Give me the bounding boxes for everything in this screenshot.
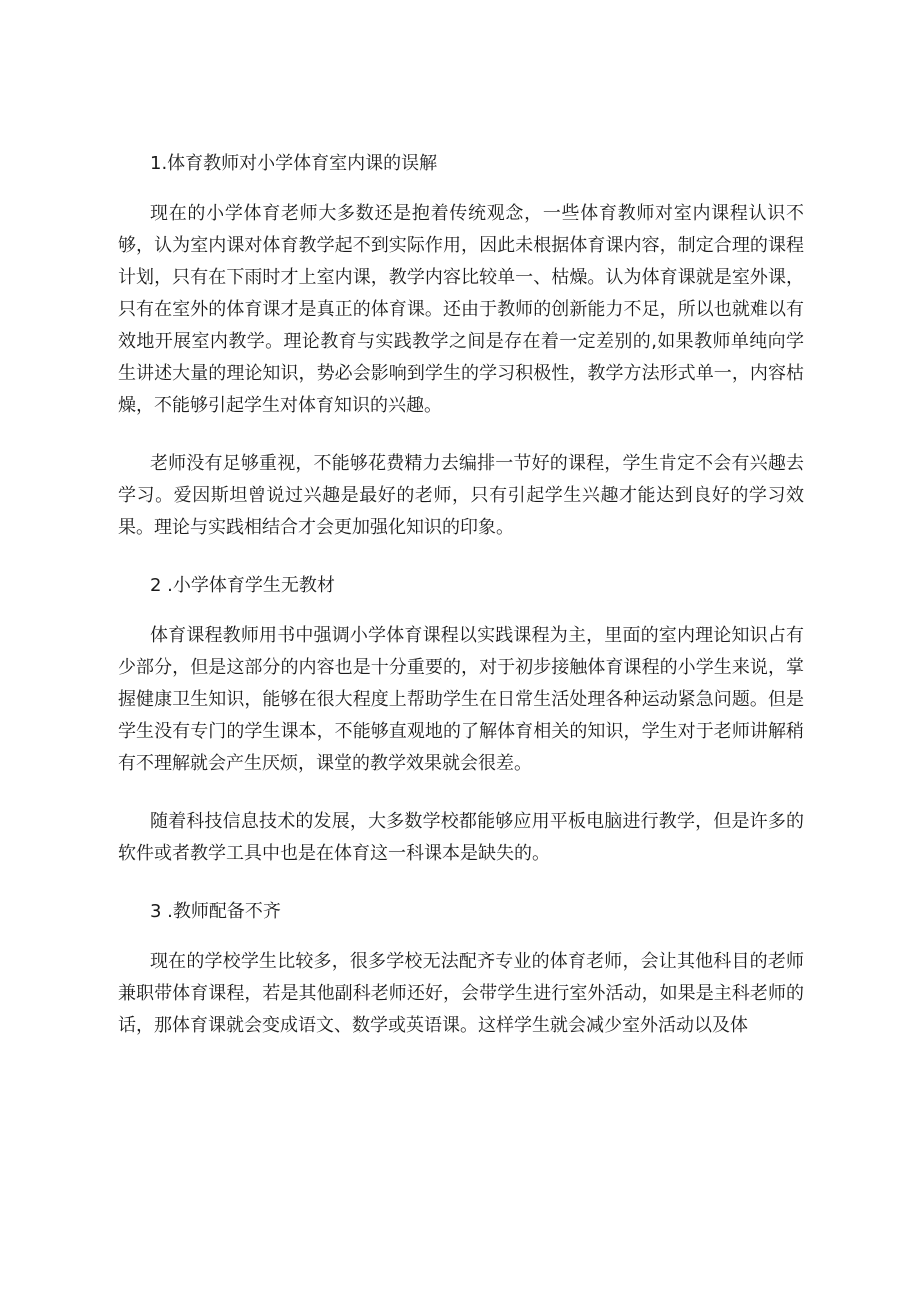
paragraph-1-1: 现在的小学体育老师大多数还是抱着传统观念，一些体育教师对室内课程认识不够，认为室内课对体育教学起不到实际作用，因此未根据体育课内容，制定合理的课程计划，只有在下雨时才上室内课，教学内容比较单一、枯燥。认为体育课就是室外课，只有在室外的体育课才是真正的体育课。还由于教师的创新能力不足，所以也就难以有效地开展室内教学。理论教育与实践教学之间是存在着一定差别的,如果教师单纯向学生讲述大量的理论知识，势必会影响到学生的学习积极性，教学方法形式单一，内容枯燥，不能够引起学生对体育知识的兴趣。 bbox=[118, 203, 804, 416]
section-heading-2: 2 .小学体育学生无教材 bbox=[150, 575, 335, 596]
paragraph-3-1: 现在的学校学生比较多，很多学校无法配齐专业的体育老师，会让其他科目的老师兼职带体育课程，若是其他副科老师还好，会带学生进行室外活动，如果是主科老师的话，那体育课就会变成语文、数学或英语课。这样学生就会减少室外活动以及体 bbox=[118, 951, 804, 1036]
paragraph-2-1: 体育课程教师用书中强调小学体育课程以实践课程为主，里面的室内理论知识占有少部分，但是这部分的内容也是十分重要的，对于初步接触体育课程的小学生来说，掌握健康卫生知识，能够在很大程度上帮助学生在日常生活处理各种运动紧急问题。但是学生没有专门的学生课本，不能够直观地的了解体育相关的知识，学生对于老师讲解稍有不理解就会产生厌烦，课堂的教学效果就会很差。 bbox=[118, 625, 804, 774]
document-page bbox=[118, 148, 804, 1042]
section-heading-3: 3 .教师配备不齐 bbox=[150, 901, 281, 922]
section-heading-1: 1.体育教师对小学体育室内课的误解 bbox=[150, 153, 438, 174]
paragraph-1-2: 老师没有足够重视，不能够花费精力去编排一节好的课程，学生肯定不会有兴趣去学习。爱因斯坦曾说过兴趣是最好的老师，只有引起学生兴趣才能达到良好的学习效果。理论与实践相结合才会更加强化知识的印象。 bbox=[118, 453, 804, 538]
paragraph-2-2: 随着科技信息技术的发展，大多数学校都能够应用平板电脑进行教学，但是许多的软件或者教学工具中也是在体育这一科课本是缺失的。 bbox=[118, 811, 804, 864]
